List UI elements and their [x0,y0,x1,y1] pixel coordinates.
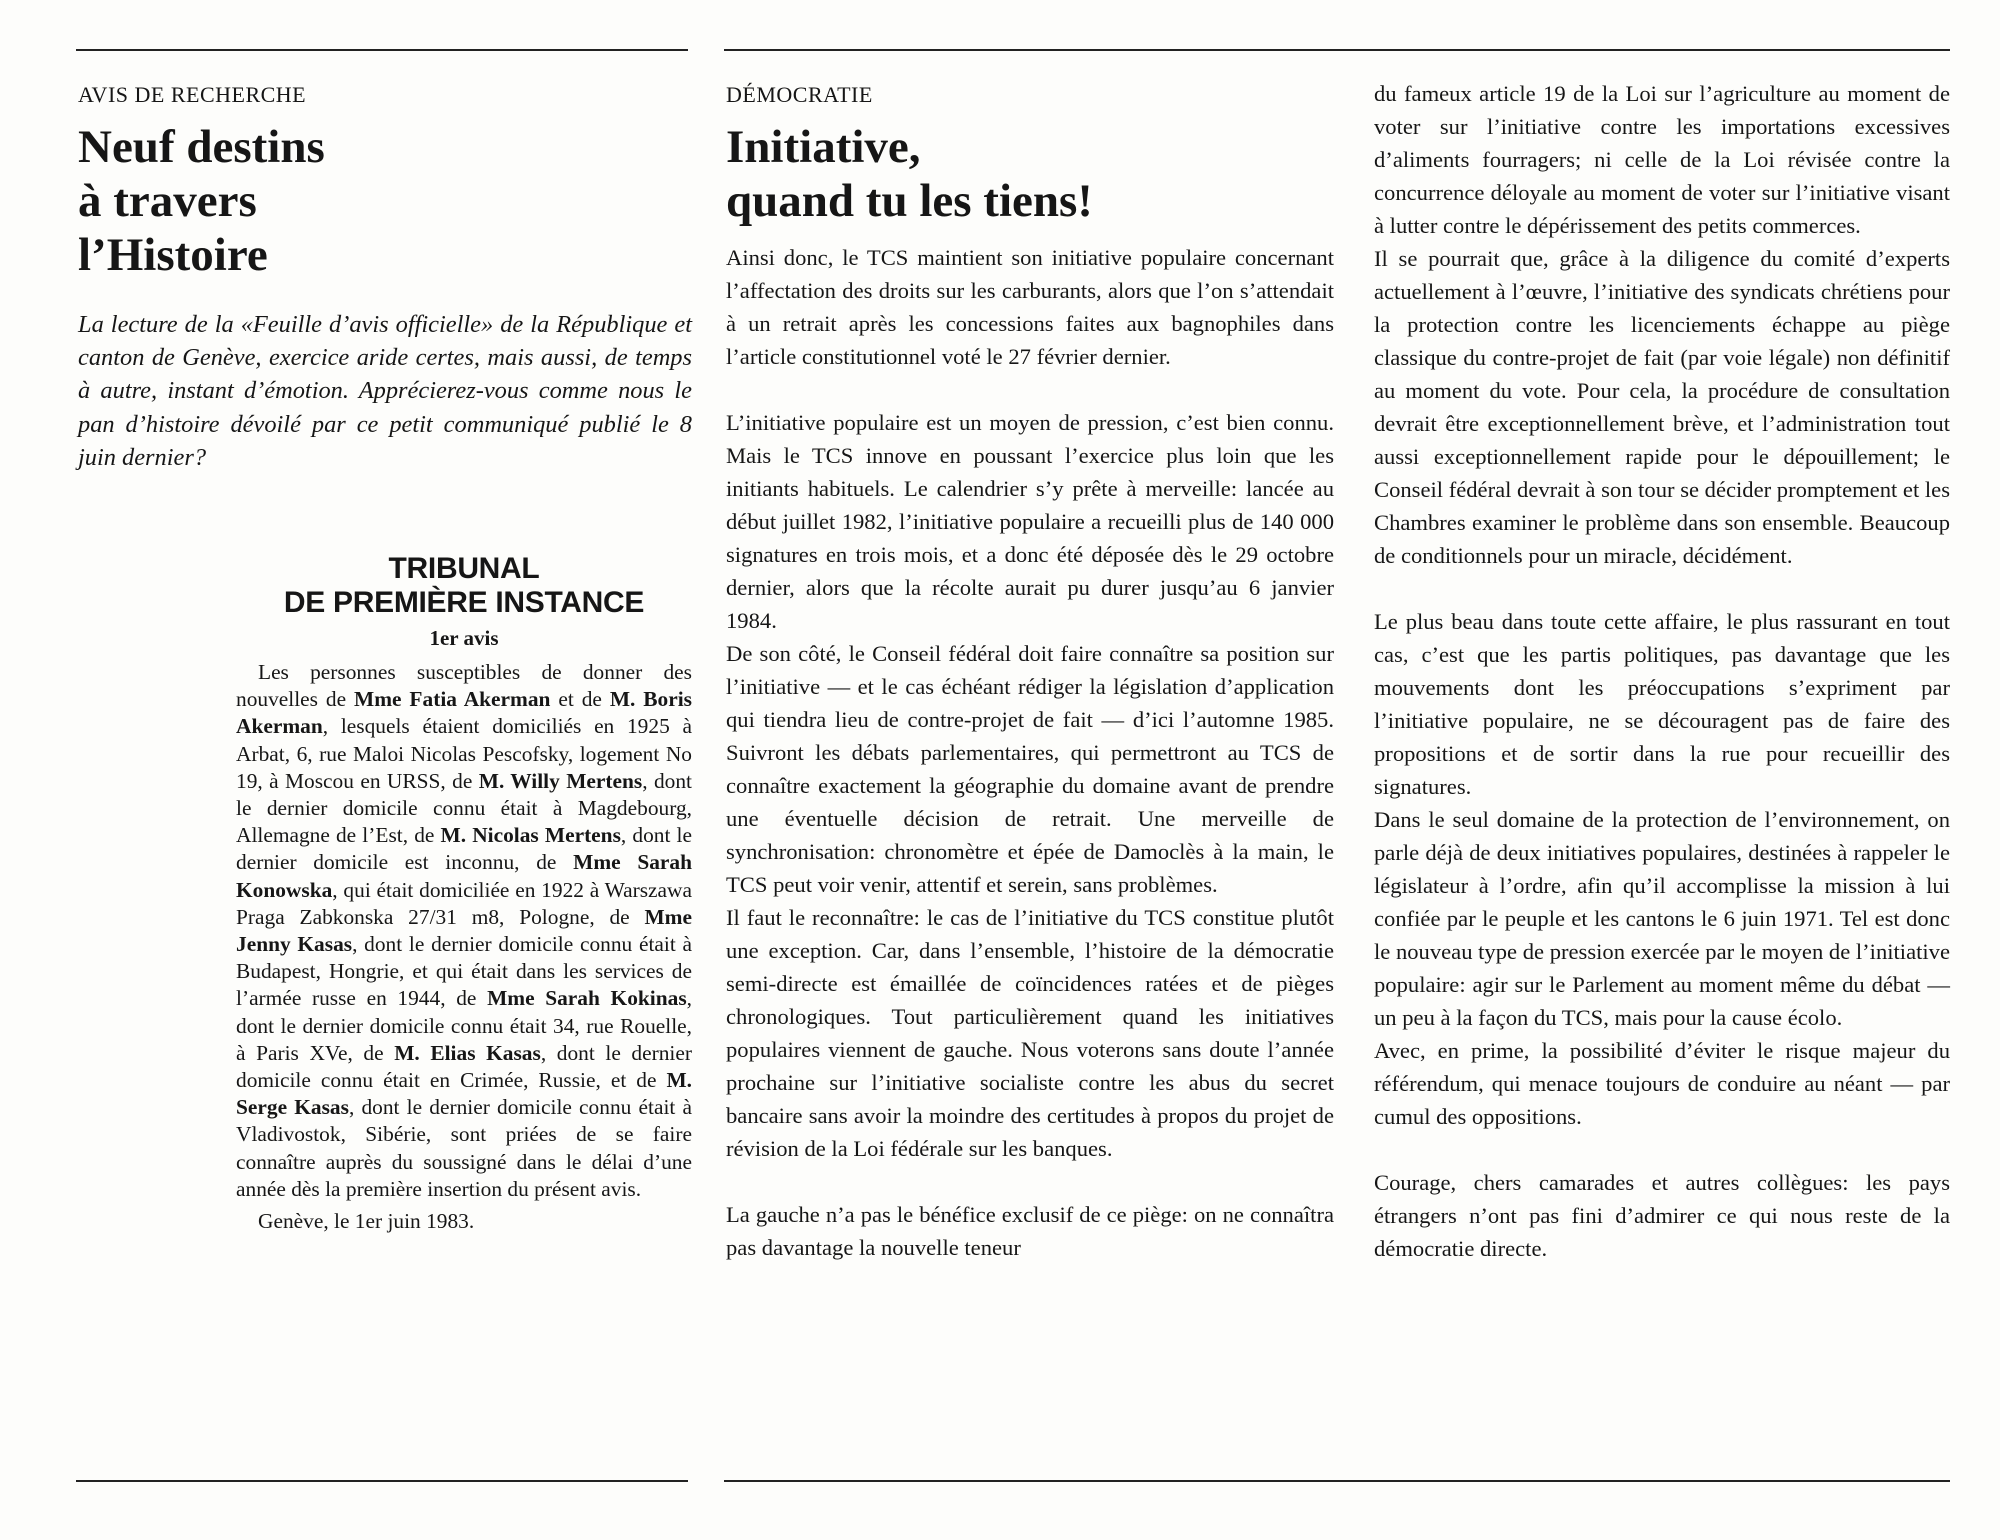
notice-text: , lesquels étaient domiciliés en 1925 à Arbat, 6, rue Maloi Nicolas Pescofsky, logement No 19, à Moscou en URSS, de [236,714,692,793]
notice-text: , dont le dernier domicile est inconnu, de [236,823,692,875]
top-rule-left [76,49,688,51]
paragraph: L’initiative populaire est un moyen de pression, c’est bien connu. Mais le TCS innove en poussant l’exercice plus loin que les initiants habituels. Le calendrier s’y prête à merveille: lancée au début juillet 1982, l’initiative populaire a recueilli plus de 140 000 signatures en trois mois, et a donc été déposée dès le 29 octobre dernier, alors que la récolte aurait pu durer jusqu’au 6 janvier 1984. [726,410,1334,633]
paragraph: Dans le seul domaine de la protection de l’environnement, on parle déjà de deux initiatives populaires, destinées à rappeler le législateur à l’ordre, afin qu’il accomplisse la mission à lui confiée par le peuple et les cantons le 6 juin 1971. Tel est donc le nouveau type de pression exercée par le moyen de l’initiative populaire: agir sur le Parlement au moment même du débat — un peu à la façon du TCS, mais pour la cause écolo. [1374,807,1950,1030]
notice-text: , dont le dernier domicile connu était 34, rue Rouelle, à Paris XVe, de [236,986,692,1065]
notice-date: Genève, le 1er juin 1983. [258,1209,475,1234]
right-column [1374,77,1950,1265]
notice-text: , dont le dernier domicile connu était à Vladivostok, Sibérie, sont priées de se faire connaître auprès du soussigné dans le délai d’une année dès la première insertion du présent avis. [236,1095,692,1201]
notice-text: , dont le dernier domicile connu était en Crimée, Russie, et de [236,1040,692,1093]
left-lead: La lecture de la «Feuille d’avis officielle» de la République et canton de Genève, exercice aride certes, mais aussi, de temps à autre, instant d’émotion. Apprécierez-vous comme nous le pan d’histoire dévoilé par ce petit communiqué publié le 8 juin dernier? [78,311,692,471]
notice-person-name: M. Serge Kasas [236,1068,692,1120]
notice-title: TRIBUNAL DE PREMIÈRE INSTANCE [283,552,645,619]
right-kicker: DÉMOCRATIE [726,82,873,107]
notice-person-name: Mme Jenny Kasas [236,904,692,957]
right-headline: Initiative, quand tu les tiens! [726,121,1093,227]
notice-person-name: Mme Fatia Akerman [354,687,551,712]
notice-person-name: M. Boris Akerman [236,687,692,739]
notice-text: , dont le dernier domicile connu était à Magdebourg, Allemagne de l’Est, de [236,768,693,848]
bottom-rule-right [724,1480,1950,1482]
notice-person-name: M. Willy Mertens [478,768,643,793]
notice-text: et de [550,687,610,712]
notice-person-name: M. Elias Kasas [394,1040,541,1065]
paragraph: La gauche n’a pas le bénéfice exclusif de ce piège: on ne connaîtra pas davantage la nouvelle teneur [726,1202,1334,1260]
tribunal-notice [236,552,692,1234]
left-headline: Neuf destins à travers l’Histoire [78,121,325,281]
paragraph: Le plus beau dans toute cette affaire, le plus rassurant en tout cas, c’est que les partis politiques, pas davantage que les mouvements dont les préoccupations s’expriment par l’initiative populaire, ne se découragent pas de faire des propositions et de sortir dans la rue pour recueillir des signatures. [1374,609,1950,799]
notice-person-name: M. Nicolas Mertens [440,823,621,848]
paragraph: Il se pourrait que, grâce à la diligence du comité d’experts actuellement à l’œuvre, l’initiative des syndicats chrétiens pour la protection contre les licenciements échappe au piège classique du contre-projet de fait (par voie légale) non définitif au moment du vote. Pour cela, la procédure de consultation devrait être exceptionnellement brève, et l’administration tout aussi exceptionnellement rapide pour le dépouillement; le Conseil fédéral devrait à son tour se décider promptement et les Chambres examiner le problème dans son ensemble. Beaucoup de conditionnels pour un miracle, décidément. [1374,246,1950,568]
paragraph: De son côté, le Conseil fédéral doit faire connaître sa position sur l’initiative — et le cas échéant rédiger la législation d’application qui tiendra lieu de contre-projet de fait — d’ici l’automne 1985. Suivront les débats parlementaires, qui permettront au TCS de connaître exactement la géographie du domaine avant de prendre une éventuelle décision de retrait. Une merveille de synchronisation: chronomètre et épée de Damoclès à la main, le TCS peut voir venir, attentif et serein, sans problèmes. [726,641,1334,897]
notice-person-name: Mme Sarah Konowska [236,850,693,902]
paragraph: Il faut le reconnaître: le cas de l’initiative du TCS constitue plutôt une exception. Car, dans l’ensemble, l’histoire de la démocratie semi-directe est émaillée de coïncidences ratées et de pièges chronologiques. Tout particulièrement quand les initiatives populaires viennent de gauche. Nous voterons sans doute l’année prochaine sur l’initiative socialiste contre les abus du secret bancaire sans avoir la moindre des certitudes à propos du projet de révision de la Loi fédérale sur les banques. [726,905,1334,1161]
bottom-rule-left [76,1480,688,1482]
middle-column [726,241,1334,1264]
top-rule-right [724,49,1950,51]
paragraph: du fameux article 19 de la Loi sur l’agriculture au moment de voter sur l’initiative contre les importations excessives d’aliments fourragers; ni celle de la Loi révisée contre la concurrence déloyale au moment de voter sur l’initiative visant à lutter contre le dépérissement des petits commerces. [1374,81,1950,238]
notice-person-name: Mme Sarah Kokinas [487,986,687,1011]
paragraph: Ainsi donc, le TCS maintient son initiative populaire concernant l’affectation des droits sur les carburants, alors que l’on s’attendait à un retrait après les concessions faites aux bagnophiles dans l’article constitutionnel voté le 27 février dernier. [726,245,1334,369]
notice-body [236,659,692,1203]
notice-text: Les personnes susceptibles de donner des nouvelles de [236,660,692,712]
notice-text: , qui était domiciliée en 1922 à Warszawa Praga Zabkonska 27/31 m8, Pologne, de [236,877,692,929]
notice-subtitle: 1er avis [429,626,499,650]
paragraph: Avec, en prime, la possibilité d’éviter le risque majeur du référendum, qui menace toujours de conduire au néant — par cumul des oppositions. [1374,1038,1950,1129]
paragraph: Courage, chers camarades et autres collègues: les pays étrangers n’ont pas fini d’admirer ce qui nous reste de la démocratie directe. [1374,1170,1950,1261]
notice-text: , dont le dernier domicile connu était à Budapest, Hongrie, et qui était dans les services de l’armée russe en 1944, de [236,932,693,1011]
left-kicker: AVIS DE RECHERCHE [78,82,307,107]
